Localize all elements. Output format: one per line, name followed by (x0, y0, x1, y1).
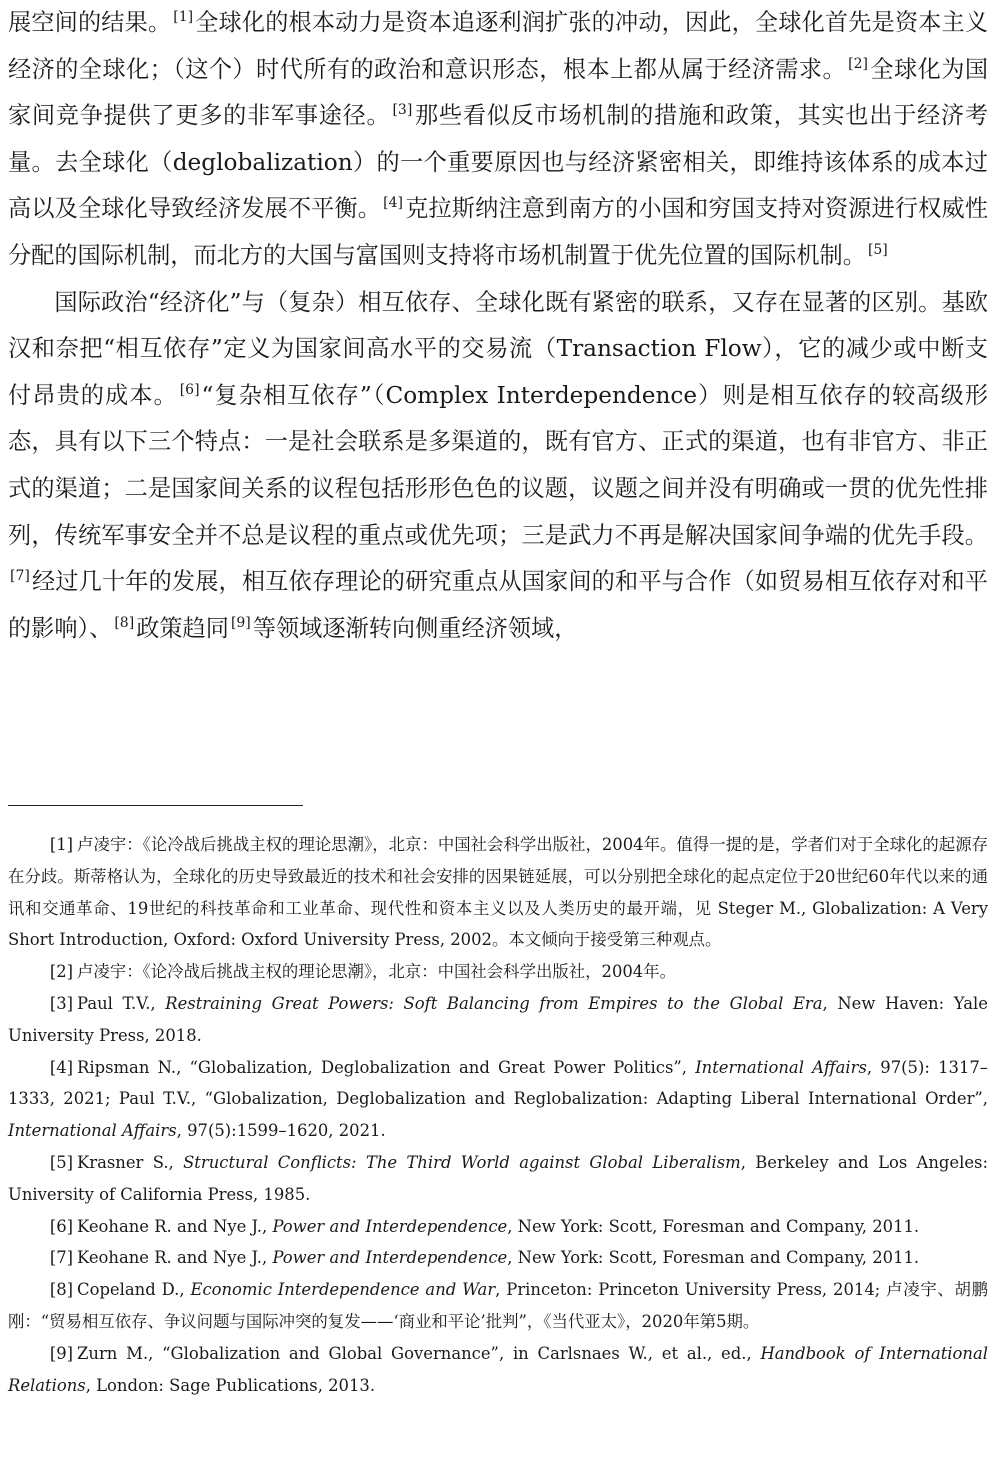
text-run: , 97(5):1599–1620, 2021. (176, 1121, 386, 1141)
footnote-number: [8] (49, 1280, 74, 1300)
text-run: 政策趋同 (136, 614, 229, 642)
citation-marker: [9] (230, 614, 251, 631)
text-run: Krasner S., (77, 1152, 184, 1172)
text-run: 克拉斯纳注意到南方的小国和穷国支持对资源进行权威性分配的国际机制，而北方的大国与富国则支持将市场机制置于优先位置的国际机制。 (8, 195, 989, 269)
footnote-number: [4] (49, 1057, 74, 1077)
text-run: Copeland D., (77, 1280, 191, 1300)
text-run: “复杂相互依存”（Complex Interdependence）则是相互依存的较高级形态，具有以下三个特点：一是社会联系是多渠道的，既有官方、正式的渠道，也有非官方、非正式的渠道；二是国家间关系的议程包括形形色色的议题，议题之间并没有明确或一贯的优先性排列，传统军事安全并不总是议程的重点或优先项；三是武力不再是解决国家间争端的优先手段。 (8, 381, 989, 549)
italic-title: Power and Interdependence (272, 1248, 508, 1268)
text-run: 全球化为国家间竞争提供了更多的非军事途径。 (8, 55, 989, 130)
footnote-number: [6] (49, 1216, 74, 1236)
body-paragraph (8, 280, 988, 653)
footnote (8, 1052, 988, 1147)
italic-title: International Affairs (8, 1121, 177, 1141)
footnote-number: [3] (49, 993, 74, 1013)
footnote (8, 829, 988, 956)
text-run: , 97(5): 1317–1333, 2021; Paul T.V., “Globalization, Deglobalization and Reglobalization: Adapting Liberal International Order”, (8, 1057, 988, 1109)
footnote (8, 1147, 988, 1211)
text-run: , Berkeley and Los Angeles: University of California Press, 1985. (8, 1152, 988, 1204)
text-run: , New York: Scott, Foresman and Company, 2011. (507, 1248, 920, 1268)
footnote-number: [5] (49, 1152, 74, 1172)
text-run: , New Haven: Yale University Press, 2018. (8, 993, 988, 1045)
footnote-number: [2] (49, 962, 74, 982)
text-run: , Princeton: Princeton University Press, 2014; 卢凌宇、胡鹏刚：“贸易相互依存、争议问题与国际冲突的复发——‘商业和平论’批判”，《当代亚太》，2020年第5期。 (8, 1280, 988, 1331)
text-run: 卢凌宇：《论冷战后挑战主权的理论思潮》，北京：中国社会科学出版社，2004年。值得一提的是，学者们对于全球化的起源存在分歧。斯蒂格认为，全球化的历史导致最近的技术和社会安排的因果链延展，可以分别把全球化的起点定位于20世纪60年代以来的通讯和交通革命、19世纪的科技革命和工业革命、现代性和资本主义以及人类历史的最开端，见 Steger M., Globalization: A Very Short Introduction, Oxford: Oxford University Press, 2002。本文倾向于接受第三种观点。 (8, 835, 988, 950)
citation-marker: [7] (10, 568, 30, 585)
citation-marker: [8] (114, 614, 135, 631)
citation-marker: [3] (392, 102, 413, 119)
citation-marker: [4] (383, 195, 403, 212)
body-paragraph (8, 0, 988, 280)
footnote (8, 988, 988, 1052)
footnote (8, 956, 988, 988)
text-run: Paul T.V., (77, 993, 166, 1013)
text-run: 经过几十年的发展，相互依存理论的研究重点从国家间的和平与合作（如贸易相互依存对和平的影响）、 (8, 568, 988, 642)
text-run: Keohane R. and Nye J., (77, 1248, 273, 1268)
footnote (8, 1338, 988, 1402)
italic-title: International Affairs (695, 1057, 867, 1077)
text-run: , London: Sage Publications, 2013. (85, 1375, 376, 1395)
text-run: Zurn M., “Globalization and Global Governance”, in Carlsnaes W., et al., ed., (77, 1343, 761, 1363)
citation-marker: [6] (179, 381, 200, 398)
footnotes (8, 829, 988, 1401)
italic-title: Structural Conflicts: The Third World against Global Liberalism (183, 1152, 741, 1172)
text-run: 全球化的根本动力是资本追逐利润扩张的冲动，因此，全球化首先是资本主义经济的全球化；（这个）时代所有的政治和意识形态，根本上都从属于经济需求。 (8, 9, 989, 83)
italic-title: Restraining Great Powers: Soft Balancing from Empires to the Global Era (165, 993, 823, 1013)
text-run: 那些看似反市场机制的措施和政策，其实也出于经济考量。去全球化（deglobalization）的一个重要原因也与经济紧密相关，即维持该体系的成本过高以及全球化导致经济发展不平衡。 (8, 102, 989, 223)
italic-title: Economic Interdependence and War (190, 1280, 496, 1300)
footnote-number: [1] (49, 835, 74, 854)
main-body-text (8, 0, 988, 652)
text-run: Keohane R. and Nye J., (77, 1216, 273, 1236)
italic-title: Handbook of International Relations (8, 1343, 988, 1395)
text-run: 国际政治“经济化”与（复杂）相互依存、全球化既有紧密的联系，又存在显著的区别。基欧汉和奈把“相互依存”定义为国家间高水平的交易流（Transaction Flow），它的减少或中断支付昂贵的成本。 (8, 288, 988, 409)
citation-marker: [1] (173, 9, 194, 25)
footnote-separator (8, 805, 303, 806)
page (8, 0, 988, 652)
text-run: Ripsman N., “Globalization, Deglobalization and Great Power Politics”, (77, 1057, 696, 1077)
text-run: , New York: Scott, Foresman and Company, 2011. (507, 1216, 920, 1236)
text-run: 卢凌宇：《论冷战后挑战主权的理论思潮》，北京：中国社会科学出版社，2004年。 (77, 962, 677, 982)
text-run: 等领域逐渐转向侧重经济领域， (252, 614, 578, 642)
footnote (8, 1211, 988, 1243)
footnote (8, 1274, 988, 1338)
footnote (8, 1242, 988, 1274)
citation-marker: [2] (848, 55, 868, 72)
text-run: 展空间的结果。 (8, 9, 172, 36)
footnote-number: [7] (49, 1248, 74, 1268)
citation-marker: [5] (867, 241, 888, 258)
italic-title: Power and Interdependence (272, 1216, 508, 1236)
footnote-number: [9] (49, 1343, 74, 1363)
